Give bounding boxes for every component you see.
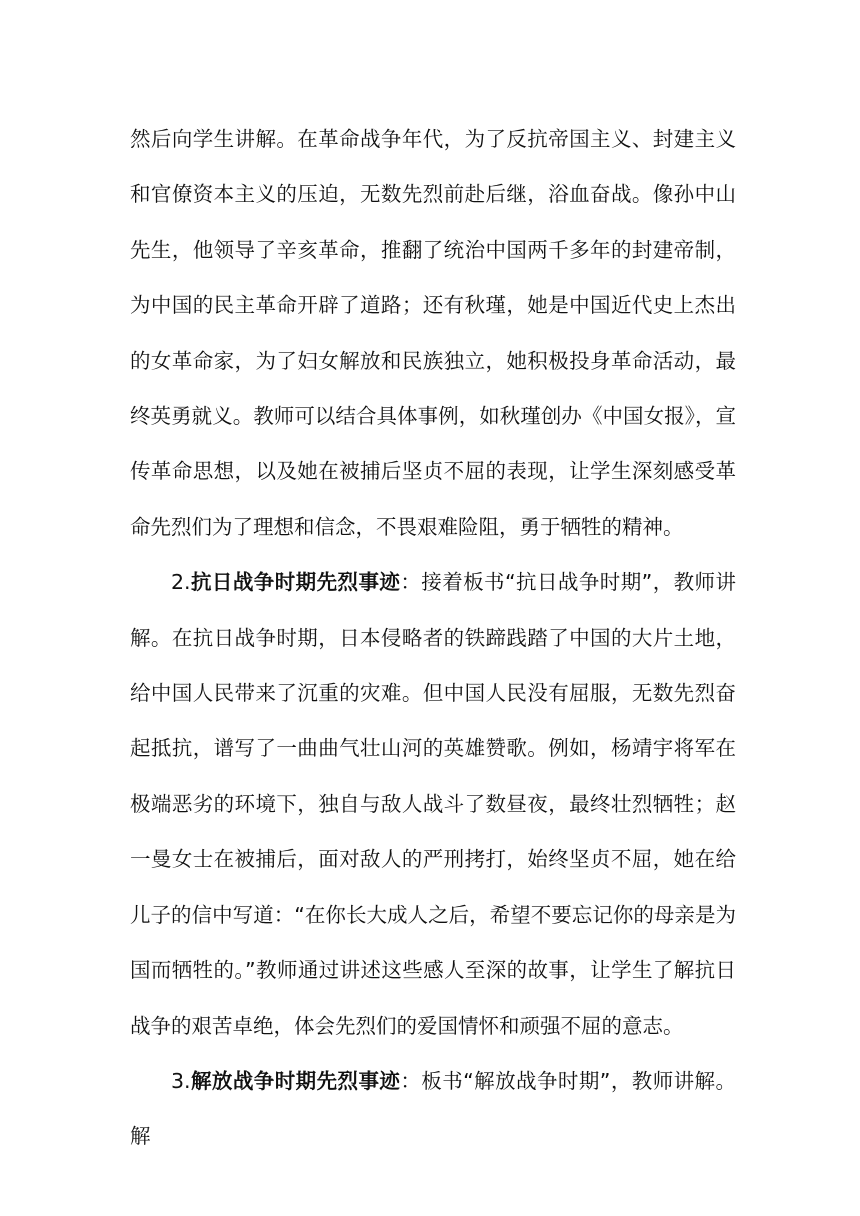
paragraph-2 xyxy=(130,555,736,1054)
paragraph-3 xyxy=(130,1054,736,1165)
paragraph-3-text: ：板书“解放战争时期”，教师讲解。解 xyxy=(130,1068,736,1149)
paragraph-3-number: 3. xyxy=(171,1068,191,1093)
paragraph-3-heading: 解放战争时期先烈事迹 xyxy=(190,1068,401,1093)
paragraph-1 xyxy=(130,112,736,555)
document-page xyxy=(130,112,736,1165)
paragraph-2-number: 2. xyxy=(171,570,191,595)
paragraph-2-text: ：接着板书“抗日战争时期”，教师讲解。在抗日战争时期，日本侵略者的铁蹄践踏了中国的大片土地，给中国人民带来了沉重的灾难。但中国人民没有屈服，无数先烈奋起抵抗，谱写了一曲曲气壮山河的英雄赞歌。例如，杨靖宇将军在极端恶劣的环境下，独自与敌人战斗了数昼夜，最终壮烈牺牲；赵一曼女士在被捕后，面对敌人的严刑拷打，始终坚贞不屈，她在给儿子的信中写道：“在你长大成人之后，希望不要忘记你的母亲是为国而牺牲的。”教师通过讲述这些感人至深的故事，让学生了解抗日战争的艰苦卓绝，体会先烈们的爱国情怀和顽强不屈的意志。 xyxy=(130,570,736,1038)
paragraph-2-heading: 抗日战争时期先烈事迹 xyxy=(190,570,401,595)
paragraph-1-text: 然后向学生讲解。在革命战争年代，为了反抗帝国主义、封建主义和官僚资本主义的压迫，无数先烈前赴后继，浴血奋战。像孙中山先生，他领导了辛亥革命，推翻了统治中国两千多年的封建帝制，为中国的民主革命开辟了道路；还有秋瑾，她是中国近代史上杰出的女革命家，为了妇女解放和民族独立，她积极投身革命活动，最终英勇就义。教师可以结合具体事例，如秋瑾创办《中国女报》，宣传革命思想，以及她在被捕后坚贞不屈的表现，让学生深刻感受革命先烈们为了理想和信念，不畏艰难险阻，勇于牺牲的精神。 xyxy=(130,127,736,539)
